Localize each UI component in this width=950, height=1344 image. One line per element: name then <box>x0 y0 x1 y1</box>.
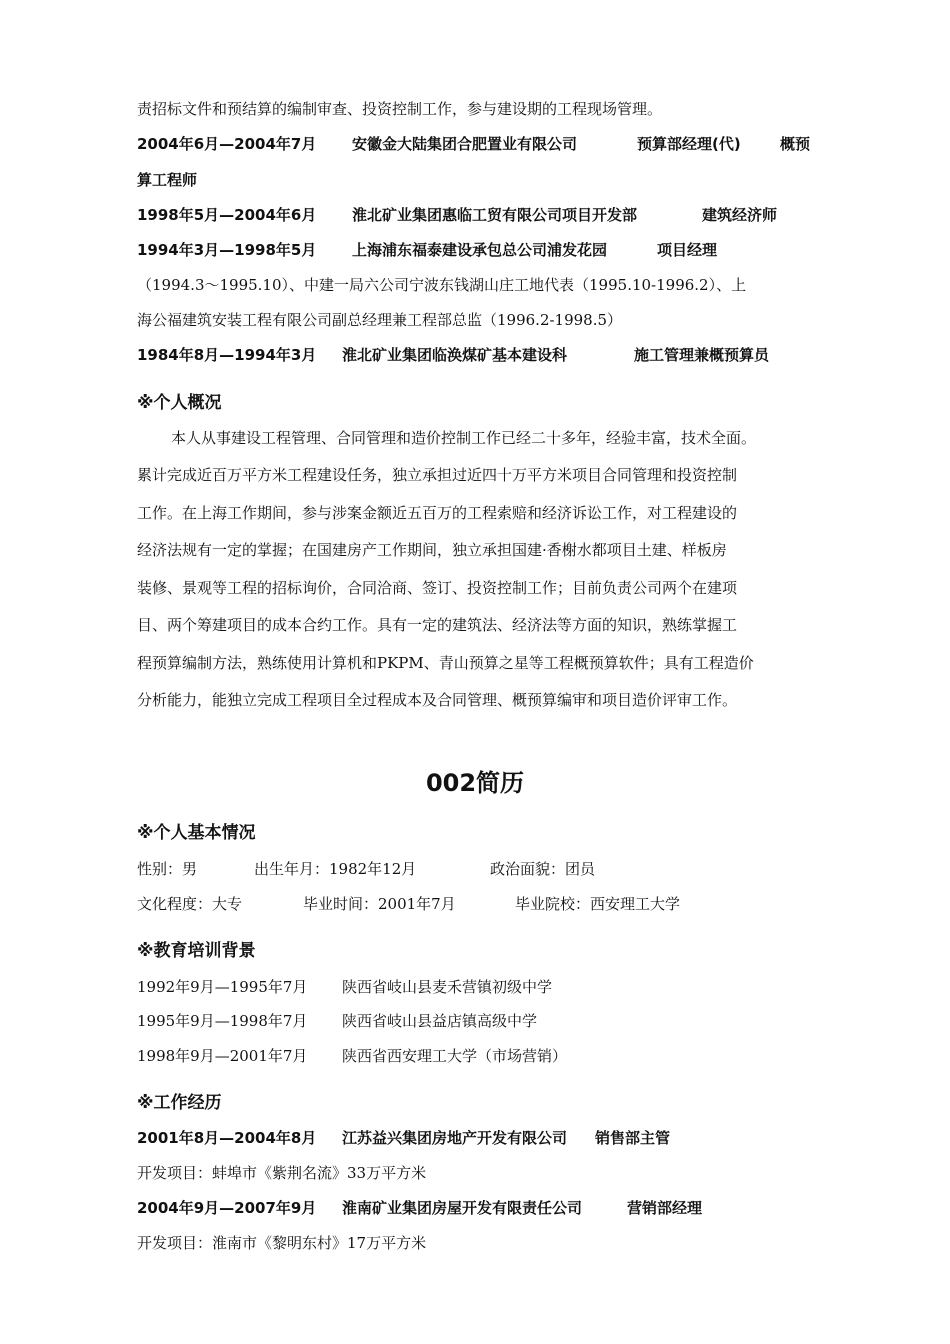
job-detail-line: （1994.3～1995.10）、中建一局六公司宁波东钱湖山庄工地代表（1995.10-1996.2）、上 <box>137 276 747 294</box>
overview-line: 目、两个筹建项目的成本合约工作。具有一定的建筑法、经济法等方面的知识，熟练掌握工 <box>137 616 738 634</box>
work-project: 开发项目：淮南市《黎明东村》17万平方米 <box>137 1234 427 1252</box>
edu-place: 陕西省西安理工大学（市场营销） <box>342 1047 568 1065</box>
job-title: 项目经理 <box>657 241 718 259</box>
overview-line: 分析能力，能独立完成工程项目全过程成本及合同管理、概预算编审和项目造价评审工作。 <box>137 691 738 709</box>
work-entry <box>137 1198 817 1218</box>
overview-line: 装修、景观等工程的招标询价，合同洽商、签订、投资控制工作；目前负责公司两个在建项 <box>137 579 738 597</box>
edu-place: 陕西省岐山县益店镇高级中学 <box>342 1012 538 1030</box>
overview-line: 累计完成近百万平方米工程建设任务，独立承担过近四十万平方米项目合同管理和投资控制 <box>137 466 738 484</box>
basic-info-row <box>137 894 817 914</box>
job-entry <box>137 240 817 260</box>
work-period: 2001年8月—2004年8月 <box>137 1129 317 1147</box>
work-company: 江苏益兴集团房地产开发有限公司 <box>342 1129 568 1147</box>
section-heading-work: ※工作经历 <box>137 1093 222 1113</box>
job-title-cont: 概预 <box>780 135 811 153</box>
work-period: 2004年9月—2007年9月 <box>137 1199 317 1217</box>
job-period: 2004年6月—2004年7月 <box>137 135 317 153</box>
section-heading-overview: ※个人概况 <box>137 393 222 413</box>
job-company: 安徽金大陆集团合肥置业有限公司 <box>352 135 578 153</box>
overview-line: 程预算编制方法，熟练使用计算机和PKPM、青山预算之星等工程概预算软件；具有工程造价 <box>137 654 754 672</box>
job-company: 淮北矿业集团临涣煤矿基本建设科 <box>342 346 568 364</box>
work-title: 营销部经理 <box>627 1199 703 1217</box>
education-field: 文化程度：大专 <box>137 895 243 913</box>
politics-field: 政治面貌：团员 <box>490 860 596 878</box>
job-detail-line: 海公福建筑安装工程有限公司副总经理兼工程部总监（1996.2-1998.5） <box>137 311 623 329</box>
work-title: 销售部主管 <box>595 1129 671 1147</box>
job-entry <box>137 205 817 225</box>
edu-place: 陕西省岐山县麦禾营镇初级中学 <box>342 978 553 996</box>
resume-title: 002简历 <box>425 769 525 797</box>
job-title: 预算部经理(代) <box>637 135 741 153</box>
job-title: 建筑经济师 <box>702 206 778 224</box>
edu-item <box>137 1011 817 1031</box>
grad-time-field: 毕业时间：2001年7月 <box>303 895 456 913</box>
gender-field: 性别：男 <box>137 860 198 878</box>
section-heading-basic: ※个人基本情况 <box>137 823 256 843</box>
job-period: 1998年5月—2004年6月 <box>137 206 317 224</box>
edu-period: 1992年9月—1995年7月 <box>137 978 308 996</box>
job-company: 淮北矿业集团惠临工贸有限公司项目开发部 <box>352 206 638 224</box>
text-line: 责招标文件和预结算的编制审查、投资控制工作，参与建设期的工程现场管理。 <box>137 100 663 118</box>
edu-period: 1995年9月—1998年7月 <box>137 1012 308 1030</box>
job-entry <box>137 345 817 365</box>
edu-item <box>137 977 817 997</box>
section-heading-education: ※教育培训背景 <box>137 941 256 961</box>
edu-item <box>137 1046 817 1066</box>
overview-line: 本人从事建设工程管理、合同管理和造价控制工作已经二十多年，经验丰富，技术全面。 <box>171 429 757 447</box>
work-project: 开发项目：蚌埠市《紫荆名流》33万平方米 <box>137 1164 427 1182</box>
job-title-wrap: 算工程师 <box>137 171 198 189</box>
work-entry <box>137 1128 817 1148</box>
edu-period: 1998年9月—2001年7月 <box>137 1047 308 1065</box>
job-period: 1984年8月—1994年3月 <box>137 346 317 364</box>
job-title: 施工管理兼概预算员 <box>634 346 770 364</box>
basic-info-row <box>137 859 817 879</box>
birth-field: 出生年月：1982年12月 <box>254 860 417 878</box>
overview-line: 工作。在上海工作期间，参与涉案金额近五百万的工程索赔和经济诉讼工作，对工程建设的 <box>137 504 738 522</box>
overview-line: 经济法规有一定的掌握；在国建房产工作期间，独立承担国建·香榭水都项目土建、样板房 <box>137 541 727 559</box>
school-field: 毕业院校：西安理工大学 <box>515 895 681 913</box>
job-company: 上海浦东福泰建设承包总公司浦发花园 <box>352 241 608 259</box>
job-entry <box>137 134 817 154</box>
work-company: 淮南矿业集团房屋开发有限责任公司 <box>342 1199 583 1217</box>
job-period: 1994年3月—1998年5月 <box>137 241 317 259</box>
